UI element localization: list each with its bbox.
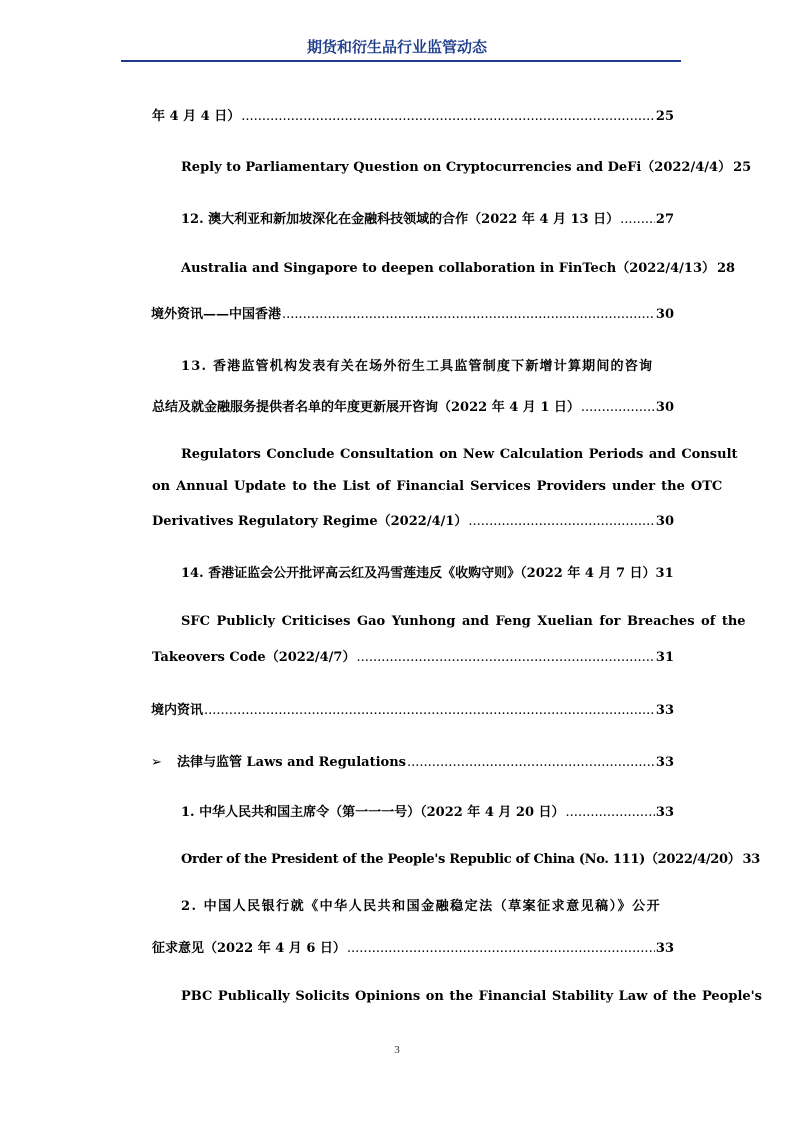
- toc-page-number: 33: [655, 755, 674, 770]
- toc-subsection-heading[interactable]: [151, 755, 674, 771]
- toc-entry-title: Takeovers Code（2022/4/7）: [152, 650, 356, 665]
- toc-page-number: 27: [655, 212, 674, 227]
- toc-entry-line[interactable]: on Annual Update to the List of Financial Services Providers under the OTC: [152, 479, 723, 494]
- toc-entry-title: 12. 澳大利亚和新加坡深化在金融科技领域的合作（2022 年 4 月 13 日）: [181, 212, 620, 227]
- toc-entry-title: 1. 中华人民共和国主席令（第一一一号）（2022 年 4 月 20 日）: [181, 805, 565, 820]
- toc-entry-title: 年 4 月 4 日）: [152, 109, 241, 124]
- toc-page-number: 31: [655, 566, 674, 581]
- toc-entry-title: Reply to Parliamentary Question on Cryptocurrencies and DeFi（2022/4/4）: [181, 160, 732, 175]
- toc-entry-title: Order of the President of the People's Republic of China (No. 111)（2022/4/20）: [181, 852, 741, 867]
- toc-entry[interactable]: [152, 941, 674, 957]
- bullet-arrow-icon: ➢: [151, 755, 162, 770]
- toc-entry[interactable]: [152, 109, 674, 125]
- toc-page-number: 33: [655, 941, 674, 956]
- toc-entry[interactable]: [152, 400, 674, 416]
- toc-entry[interactable]: [181, 805, 674, 821]
- toc-page-number: 30: [655, 307, 674, 322]
- toc-entry-title: 法律与监管 Laws and Regulations: [177, 755, 406, 770]
- toc-leader-dots: [204, 703, 655, 719]
- toc-leader-dots: [468, 514, 655, 530]
- toc-entry[interactable]: [152, 650, 674, 666]
- toc-entry-title: 14. 香港证监会公开批评高云红及冯雪莲违反《收购守则》（2022 年 4 月 7 日）: [181, 566, 656, 581]
- toc-section-heading[interactable]: [151, 703, 674, 719]
- toc-entry[interactable]: [152, 514, 674, 530]
- toc-leader-dots: [407, 755, 655, 771]
- toc-leader-dots: [347, 941, 655, 957]
- toc-page-number: 25: [733, 160, 752, 175]
- toc-leader-dots: [581, 400, 655, 416]
- header-title: 期货和衍生品行业监管动态: [306, 38, 487, 56]
- toc-entry[interactable]: [181, 212, 674, 228]
- toc-entry-line[interactable]: 13. 香港监管机构发表有关在场外衍生工具监管制度下新增计算期间的咨询: [181, 359, 654, 374]
- toc-entry-line[interactable]: SFC Publicly Criticises Gao Yunhong and Feng Xuelian for Breaches of the: [181, 614, 746, 629]
- toc-page-number: 33: [742, 852, 760, 867]
- toc-page-number: 33: [655, 805, 674, 820]
- toc-leader-dots: [356, 650, 654, 666]
- toc-entry[interactable]: [181, 852, 760, 868]
- page-number: 3: [394, 1044, 400, 1056]
- toc-leader-dots: [282, 307, 655, 323]
- toc-entry-title: Derivatives Regulatory Regime（2022/4/1）: [152, 514, 468, 529]
- toc-page-number: 30: [655, 400, 674, 415]
- header-divider: [121, 60, 681, 62]
- toc-page-number: 31: [655, 650, 674, 665]
- toc-section-heading[interactable]: [151, 307, 674, 323]
- toc-leader-dots: [620, 212, 655, 228]
- toc-entry[interactable]: [181, 261, 736, 277]
- toc-entry[interactable]: [181, 566, 674, 582]
- toc-page-number: 28: [717, 261, 736, 276]
- toc-page-number: 30: [655, 514, 674, 529]
- toc-entry-title: Australia and Singapore to deepen collaboration in FinTech（2022/4/13）: [181, 261, 716, 276]
- toc-entry-line[interactable]: 2. 中国人民银行就《中华人民共和国金融稳定法（草案征求意见稿）》公开: [181, 899, 662, 914]
- toc-entry-title: 征求意见（2022 年 4 月 6 日）: [152, 941, 346, 956]
- toc-entry-title: 境内资讯: [151, 703, 204, 718]
- toc-entry-title: 境外资讯——中国香港: [151, 307, 282, 322]
- toc-entry-line[interactable]: PBC Publically Solicits Opinions on the Financial Stability Law of the People's: [181, 989, 762, 1004]
- toc-entry[interactable]: [181, 160, 752, 176]
- toc-entry-line[interactable]: Regulators Conclude Consultation on New Calculation Periods and Consult: [181, 447, 738, 462]
- toc-page-number: 33: [655, 703, 674, 718]
- toc-leader-dots: [241, 109, 655, 125]
- toc-page-number: 25: [655, 109, 674, 124]
- toc-entry-title: 总结及就金融服务提供者名单的年度更新展开咨询（2022 年 4 月 1 日）: [152, 400, 580, 415]
- toc-leader-dots: [566, 805, 655, 821]
